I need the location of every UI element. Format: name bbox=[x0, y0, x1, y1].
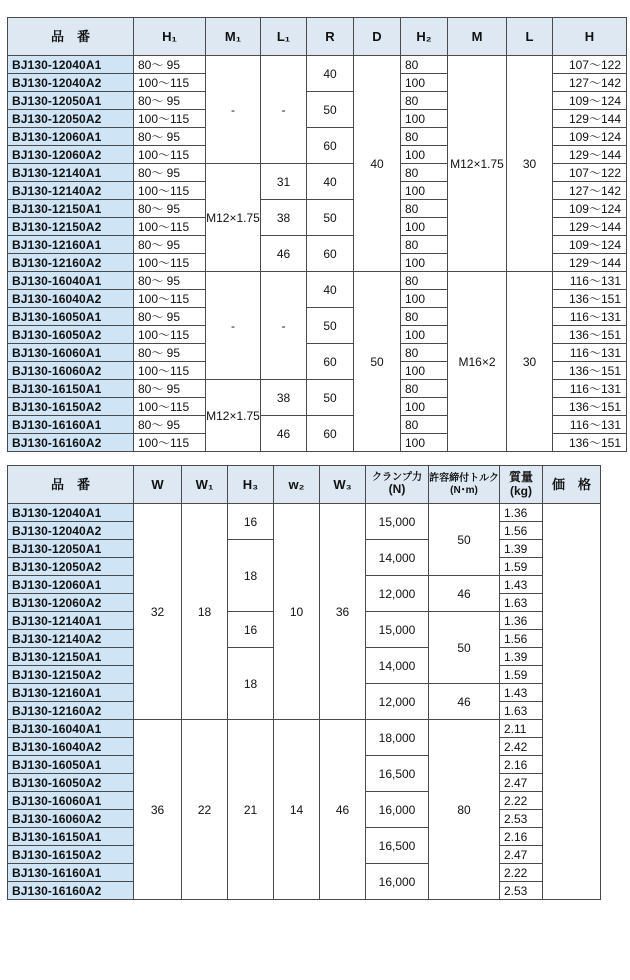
h3-cell: 21 bbox=[228, 720, 274, 900]
h1-cell: 80～ 95 bbox=[134, 200, 206, 218]
w-cell: 32 bbox=[134, 504, 182, 720]
torque-cell: 50 bbox=[429, 504, 500, 576]
header-m: M bbox=[448, 18, 507, 56]
clamp-cell: 12,000 bbox=[366, 684, 429, 720]
mass-cell: 2.16 bbox=[500, 756, 543, 774]
h1-cell: 100～115 bbox=[134, 110, 206, 128]
table-row bbox=[8, 504, 601, 522]
h-cell: 107～122 bbox=[553, 56, 627, 74]
part-number-cell: BJ130-12140A1 bbox=[8, 612, 134, 630]
l-cell: 30 bbox=[507, 56, 553, 272]
mass-cell: 1.36 bbox=[500, 612, 543, 630]
part-number-cell: BJ130-16160A1 bbox=[8, 416, 134, 434]
part-number-cell: BJ130-12140A1 bbox=[8, 164, 134, 182]
part-number-cell: BJ130-16060A2 bbox=[8, 362, 134, 380]
h2-cell: 80 bbox=[401, 200, 448, 218]
mass-cell: 2.11 bbox=[500, 720, 543, 738]
header-h1: H₁ bbox=[134, 18, 206, 56]
h2-cell: 80 bbox=[401, 56, 448, 74]
part-number-cell: BJ130-12040A2 bbox=[8, 74, 134, 92]
w2-cell: 10 bbox=[274, 504, 320, 720]
part-number-cell: BJ130-12040A2 bbox=[8, 522, 134, 540]
h1-cell: 80～ 95 bbox=[134, 380, 206, 398]
part-number-cell: BJ130-16040A2 bbox=[8, 738, 134, 756]
h2-cell: 80 bbox=[401, 272, 448, 290]
h-cell: 129～144 bbox=[553, 254, 627, 272]
part-number-cell: BJ130-12050A2 bbox=[8, 558, 134, 576]
h-cell: 109～124 bbox=[553, 92, 627, 110]
clamp-cell: 14,000 bbox=[366, 540, 429, 576]
h-cell: 127～142 bbox=[553, 74, 627, 92]
l1-cell: 31 bbox=[261, 164, 307, 200]
header-w: W bbox=[134, 466, 182, 504]
part-number-cell: BJ130-16060A1 bbox=[8, 792, 134, 810]
part-number-cell: BJ130-16050A1 bbox=[8, 308, 134, 326]
h-cell: 136～151 bbox=[553, 290, 627, 308]
h2-cell: 100 bbox=[401, 398, 448, 416]
header-m1: M₁ bbox=[206, 18, 261, 56]
clamp-cell: 15,000 bbox=[366, 504, 429, 540]
header-h3: H₃ bbox=[228, 466, 274, 504]
clamp-cell: 16,000 bbox=[366, 864, 429, 900]
h1-cell: 100～115 bbox=[134, 254, 206, 272]
part-number-cell: BJ130-16040A1 bbox=[8, 720, 134, 738]
header-row bbox=[8, 18, 627, 56]
header-part-number: 品 番 bbox=[8, 466, 134, 504]
h2-cell: 80 bbox=[401, 236, 448, 254]
r-cell: 60 bbox=[307, 344, 354, 380]
d-cell: 40 bbox=[354, 56, 401, 272]
m-cell: M16×2 bbox=[448, 272, 507, 452]
mass-cell: 1.59 bbox=[500, 558, 543, 576]
header-w3: W₃ bbox=[320, 466, 366, 504]
price-cell bbox=[543, 504, 601, 900]
h3-cell: 16 bbox=[228, 504, 274, 540]
part-number-cell: BJ130-12060A2 bbox=[8, 594, 134, 612]
h1-cell: 100～115 bbox=[134, 74, 206, 92]
l-cell: 30 bbox=[507, 272, 553, 452]
w3-cell: 46 bbox=[320, 720, 366, 900]
mass-cell: 2.16 bbox=[500, 828, 543, 846]
table-row bbox=[8, 720, 601, 738]
part-number-cell: BJ130-16160A2 bbox=[8, 434, 134, 452]
h2-cell: 100 bbox=[401, 146, 448, 164]
header-clamp-force-label: クランプ力 bbox=[372, 471, 422, 483]
spec-table-dimensions-body bbox=[8, 18, 627, 452]
mass-cell: 1.43 bbox=[500, 684, 543, 702]
r-cell: 40 bbox=[307, 164, 354, 200]
part-number-cell: BJ130-12150A1 bbox=[8, 200, 134, 218]
part-number-cell: BJ130-16150A1 bbox=[8, 828, 134, 846]
h2-cell: 80 bbox=[401, 380, 448, 398]
mass-cell: 1.39 bbox=[500, 648, 543, 666]
part-number-cell: BJ130-16050A2 bbox=[8, 326, 134, 344]
part-number-cell: BJ130-12050A1 bbox=[8, 540, 134, 558]
h-cell: 136～151 bbox=[553, 326, 627, 344]
torque-cell: 46 bbox=[429, 576, 500, 612]
h2-cell: 80 bbox=[401, 416, 448, 434]
h1-cell: 80～ 95 bbox=[134, 164, 206, 182]
mass-cell: 2.22 bbox=[500, 864, 543, 882]
h-cell: 109～124 bbox=[553, 200, 627, 218]
mass-cell: 2.47 bbox=[500, 846, 543, 864]
h-cell: 109～124 bbox=[553, 128, 627, 146]
h1-cell: 80～ 95 bbox=[134, 344, 206, 362]
clamp-cell: 16,000 bbox=[366, 792, 429, 828]
spec-table-properties bbox=[7, 465, 601, 900]
part-number-cell: BJ130-16150A2 bbox=[8, 846, 134, 864]
mass-cell: 2.22 bbox=[500, 792, 543, 810]
h1-cell: 100～115 bbox=[134, 290, 206, 308]
r-cell: 60 bbox=[307, 416, 354, 452]
l1-cell: 38 bbox=[261, 200, 307, 236]
h1-cell: 100～115 bbox=[134, 434, 206, 452]
r-cell: 50 bbox=[307, 200, 354, 236]
torque-cell: 50 bbox=[429, 612, 500, 684]
h3-cell: 16 bbox=[228, 612, 274, 648]
h1-cell: 80～ 95 bbox=[134, 56, 206, 74]
h2-cell: 80 bbox=[401, 128, 448, 146]
header-d: D bbox=[354, 18, 401, 56]
h2-cell: 100 bbox=[401, 218, 448, 236]
h1-cell: 100～115 bbox=[134, 326, 206, 344]
part-number-cell: BJ130-12050A2 bbox=[8, 110, 134, 128]
h2-cell: 100 bbox=[401, 434, 448, 452]
h-cell: 129～144 bbox=[553, 146, 627, 164]
l1-cell: 46 bbox=[261, 236, 307, 272]
header-mass-label: 質量 bbox=[508, 469, 533, 484]
m1-cell: M12×1.75 bbox=[206, 380, 261, 452]
h-cell: 127～142 bbox=[553, 182, 627, 200]
h3-cell: 18 bbox=[228, 540, 274, 612]
part-number-cell: BJ130-16050A1 bbox=[8, 756, 134, 774]
r-cell: 50 bbox=[307, 92, 354, 128]
h-cell: 129～144 bbox=[553, 218, 627, 236]
l1-cell: 46 bbox=[261, 416, 307, 452]
h2-cell: 100 bbox=[401, 74, 448, 92]
header-w2: w₂ bbox=[274, 466, 320, 504]
header-l1: L₁ bbox=[261, 18, 307, 56]
m1-cell: - bbox=[206, 56, 261, 164]
h1-cell: 100～115 bbox=[134, 398, 206, 416]
part-number-cell: BJ130-12040A1 bbox=[8, 504, 134, 522]
part-number-cell: BJ130-16150A2 bbox=[8, 398, 134, 416]
part-number-cell: BJ130-12150A2 bbox=[8, 666, 134, 684]
spec-table-properties-body bbox=[8, 466, 601, 900]
r-cell: 50 bbox=[307, 380, 354, 416]
header-r: R bbox=[307, 18, 354, 56]
part-number-cell: BJ130-16040A1 bbox=[8, 272, 134, 290]
h1-cell: 80～ 95 bbox=[134, 308, 206, 326]
header-l: L bbox=[507, 18, 553, 56]
m-cell: M12×1.75 bbox=[448, 56, 507, 272]
part-number-cell: BJ130-12150A1 bbox=[8, 648, 134, 666]
h1-cell: 80～ 95 bbox=[134, 272, 206, 290]
h-cell: 116～131 bbox=[553, 380, 627, 398]
clamp-cell: 16,500 bbox=[366, 756, 429, 792]
torque-cell: 80 bbox=[429, 720, 500, 900]
mass-cell: 1.36 bbox=[500, 504, 543, 522]
r-cell: 60 bbox=[307, 128, 354, 164]
part-number-cell: BJ130-12060A2 bbox=[8, 146, 134, 164]
header-mass bbox=[500, 466, 543, 504]
clamp-cell: 15,000 bbox=[366, 612, 429, 648]
h2-cell: 100 bbox=[401, 182, 448, 200]
part-number-cell: BJ130-12160A1 bbox=[8, 684, 134, 702]
part-number-cell: BJ130-12060A1 bbox=[8, 128, 134, 146]
mass-cell: 2.47 bbox=[500, 774, 543, 792]
l1-cell: - bbox=[261, 56, 307, 164]
clamp-cell: 16,500 bbox=[366, 828, 429, 864]
h2-cell: 100 bbox=[401, 326, 448, 344]
mass-cell: 1.63 bbox=[500, 702, 543, 720]
h-cell: 116～131 bbox=[553, 416, 627, 434]
r-cell: 60 bbox=[307, 236, 354, 272]
header-w1: W₁ bbox=[182, 466, 228, 504]
part-number-cell: BJ130-16150A1 bbox=[8, 380, 134, 398]
mass-cell: 1.56 bbox=[500, 630, 543, 648]
clamp-cell: 18,000 bbox=[366, 720, 429, 756]
h1-cell: 80～ 95 bbox=[134, 236, 206, 254]
table-row bbox=[8, 272, 627, 290]
mass-cell: 2.42 bbox=[500, 738, 543, 756]
h-cell: 116～131 bbox=[553, 272, 627, 290]
h-cell: 136～151 bbox=[553, 398, 627, 416]
mass-cell: 1.63 bbox=[500, 594, 543, 612]
header-h: H bbox=[553, 18, 627, 56]
h1-cell: 80～ 95 bbox=[134, 128, 206, 146]
part-number-cell: BJ130-12160A1 bbox=[8, 236, 134, 254]
h1-cell: 80～ 95 bbox=[134, 416, 206, 434]
part-number-cell: BJ130-12140A2 bbox=[8, 182, 134, 200]
part-number-cell: BJ130-12040A1 bbox=[8, 56, 134, 74]
spec-table-dimensions bbox=[7, 17, 627, 452]
w1-cell: 18 bbox=[182, 504, 228, 720]
header-row bbox=[8, 466, 601, 504]
header-part-number: 品 番 bbox=[8, 18, 134, 56]
h1-cell: 100～115 bbox=[134, 362, 206, 380]
part-number-cell: BJ130-16050A2 bbox=[8, 774, 134, 792]
clamp-cell: 12,000 bbox=[366, 576, 429, 612]
mass-cell: 2.53 bbox=[500, 810, 543, 828]
clamp-cell: 14,000 bbox=[366, 648, 429, 684]
part-number-cell: BJ130-12150A2 bbox=[8, 218, 134, 236]
l1-cell: 38 bbox=[261, 380, 307, 416]
w2-cell: 14 bbox=[274, 720, 320, 900]
part-number-cell: BJ130-16040A2 bbox=[8, 290, 134, 308]
torque-cell: 46 bbox=[429, 684, 500, 720]
h2-cell: 80 bbox=[401, 344, 448, 362]
header-clamp-force bbox=[366, 466, 429, 504]
part-number-cell: BJ130-12050A1 bbox=[8, 92, 134, 110]
r-cell: 40 bbox=[307, 272, 354, 308]
part-number-cell: BJ130-16060A2 bbox=[8, 810, 134, 828]
mass-cell: 1.39 bbox=[500, 540, 543, 558]
h2-cell: 80 bbox=[401, 164, 448, 182]
mass-cell: 1.56 bbox=[500, 522, 543, 540]
h3-cell: 18 bbox=[228, 648, 274, 720]
h2-cell: 100 bbox=[401, 290, 448, 308]
h-cell: 107～122 bbox=[553, 164, 627, 182]
h2-cell: 80 bbox=[401, 92, 448, 110]
h-cell: 136～151 bbox=[553, 362, 627, 380]
h2-cell: 100 bbox=[401, 254, 448, 272]
part-number-cell: BJ130-12060A1 bbox=[8, 576, 134, 594]
part-number-cell: BJ130-16160A1 bbox=[8, 864, 134, 882]
mass-cell: 2.53 bbox=[500, 882, 543, 900]
h2-cell: 100 bbox=[401, 110, 448, 128]
m1-cell: - bbox=[206, 272, 261, 380]
header-price: 価 格 bbox=[543, 466, 601, 504]
w3-cell: 36 bbox=[320, 504, 366, 720]
header-h2: H₂ bbox=[401, 18, 448, 56]
w1-cell: 22 bbox=[182, 720, 228, 900]
h-cell: 136～151 bbox=[553, 434, 627, 452]
table-row bbox=[8, 56, 627, 74]
header-torque-unit: (N･m) bbox=[450, 484, 478, 496]
h-cell: 116～131 bbox=[553, 308, 627, 326]
d-cell: 50 bbox=[354, 272, 401, 452]
m1-cell: M12×1.75 bbox=[206, 164, 261, 272]
part-number-cell: BJ130-12160A2 bbox=[8, 254, 134, 272]
h2-cell: 100 bbox=[401, 362, 448, 380]
mass-cell: 1.59 bbox=[500, 666, 543, 684]
header-clamp-force-unit: (N) bbox=[388, 482, 406, 497]
h1-cell: 100～115 bbox=[134, 146, 206, 164]
header-mass-unit: (kg) bbox=[510, 483, 532, 498]
l1-cell: - bbox=[261, 272, 307, 380]
h-cell: 129～144 bbox=[553, 110, 627, 128]
h1-cell: 80～ 95 bbox=[134, 92, 206, 110]
h1-cell: 100～115 bbox=[134, 218, 206, 236]
w-cell: 36 bbox=[134, 720, 182, 900]
h-cell: 109～124 bbox=[553, 236, 627, 254]
header-torque-label: 許容締付トルク bbox=[429, 473, 499, 484]
h-cell: 116～131 bbox=[553, 344, 627, 362]
header-torque bbox=[429, 466, 500, 504]
h2-cell: 80 bbox=[401, 308, 448, 326]
h1-cell: 100～115 bbox=[134, 182, 206, 200]
r-cell: 50 bbox=[307, 308, 354, 344]
part-number-cell: BJ130-12140A2 bbox=[8, 630, 134, 648]
part-number-cell: BJ130-16160A2 bbox=[8, 882, 134, 900]
part-number-cell: BJ130-16060A1 bbox=[8, 344, 134, 362]
r-cell: 40 bbox=[307, 56, 354, 92]
mass-cell: 1.43 bbox=[500, 576, 543, 594]
part-number-cell: BJ130-12160A2 bbox=[8, 702, 134, 720]
